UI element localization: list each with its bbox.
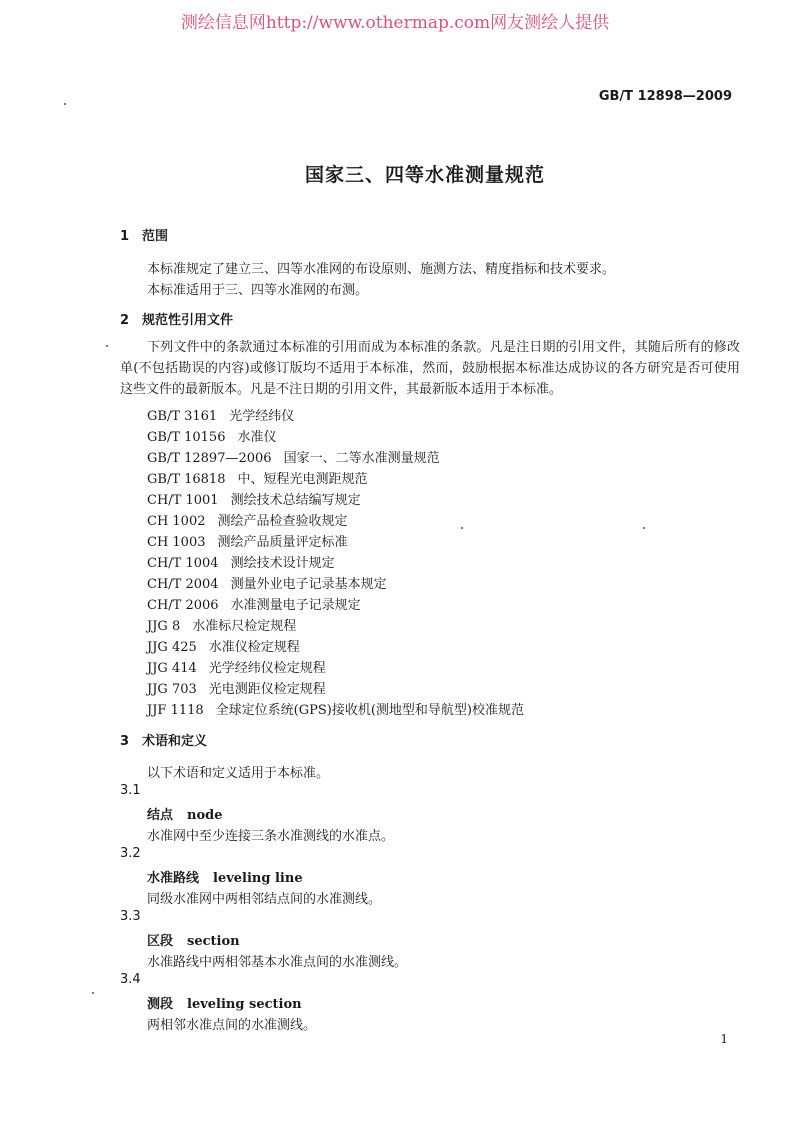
reference-code: JJG 8: [147, 619, 181, 634]
reference-title: 测绘产品检查验收规定: [217, 514, 348, 529]
reference-title: 测绘技术总结编写规定: [230, 493, 361, 508]
reference-code: GB/T 10156: [147, 430, 226, 445]
section-title: 术语和定义: [142, 734, 208, 749]
term-en: leveling line: [213, 871, 303, 886]
term-zh: 区段: [147, 934, 174, 949]
scope-line: 本标准规定了建立三、四等水准网的布设原则、施测方法、精度指标和技术要求。: [147, 262, 616, 277]
reference-item: [147, 531, 348, 550]
reference-item: [147, 447, 440, 466]
reference-code: CH 1003: [147, 535, 206, 550]
clause-number: 3.4: [120, 972, 141, 987]
term-heading: [147, 804, 223, 823]
term-en: section: [187, 934, 240, 949]
scope-line: 本标准适用于三、四等水准网的布测。: [147, 283, 369, 298]
term-zh: 结点: [147, 808, 174, 823]
reference-title: 测绘产品质量评定标准: [217, 535, 348, 550]
reference-code: CH/T 2006: [147, 598, 219, 613]
reference-code: JJG 414: [147, 661, 197, 676]
scan-speck: [106, 345, 108, 347]
section-number: 1: [120, 229, 130, 244]
reference-item: [147, 657, 326, 676]
terms-intro: 以下术语和定义适用于本标准。: [147, 766, 330, 781]
reference-title: 水准标尺检定规程: [192, 619, 297, 634]
watermark: 测绘信息网http://www.othermap.com网友测绘人提供: [180, 13, 610, 33]
section-number: 3: [120, 734, 130, 749]
reference-code: JJG 425: [147, 640, 197, 655]
section-title: 规范性引用文件: [142, 313, 234, 328]
page-title: 国家三、四等水准测量规范: [304, 164, 545, 186]
reference-item: [147, 573, 387, 592]
term-definition: 水准网中至少连接三条水准测线的水准点。: [147, 829, 395, 844]
clause-number: 3.2: [120, 846, 141, 861]
clause-number: 3.1: [120, 783, 141, 798]
reference-title: 测量外业电子记录基本规定: [230, 577, 387, 592]
page-number: 1: [720, 1032, 728, 1046]
term-definition: 同级水准网中两相邻结点间的水准测线。: [147, 892, 382, 907]
term-zh: 测段: [147, 997, 174, 1012]
reference-item: [147, 594, 361, 613]
reference-item: [147, 699, 524, 718]
reference-title: 测绘技术设计规定: [230, 556, 335, 571]
section-2-heading: [120, 309, 233, 328]
scan-speck: [461, 527, 463, 529]
reference-item: [147, 615, 296, 634]
reference-code: GB/T 16818: [147, 472, 226, 487]
reference-title: 水准仪: [237, 430, 277, 445]
section-3-heading: [120, 730, 207, 749]
term-definition: 水准路线中两相邻基本水准点间的水准测线。: [147, 955, 408, 970]
term-definition: 两相邻水准点间的水准测线。: [147, 1018, 317, 1033]
reference-title: 光学经纬仪: [229, 409, 295, 424]
reference-item: [147, 510, 348, 529]
reference-title: 光电测距仪检定规程: [208, 682, 326, 697]
reference-code: GB/T 12897—2006: [147, 451, 272, 466]
reference-item: [147, 405, 294, 424]
references-intro: 下列文件中的条款通过本标准的引用而成为本标准的条款。凡是注日期的引用文件，其随后所有的修改单(不包括勘误的内容)或修订版均不适用于本标准，然而，鼓励根据本标准达成协议的各方研究是否可使用这些文件的最新版本。凡是不注日期的引用文件，其最新版本适用于本标准。: [120, 340, 740, 397]
reference-code: CH/T 1004: [147, 556, 219, 571]
reference-item: [147, 426, 277, 445]
reference-code: CH/T 1001: [147, 493, 219, 508]
reference-code: JJG 703: [147, 682, 197, 697]
scan-speck: [643, 527, 645, 529]
term-en: leveling section: [187, 997, 302, 1012]
clause-number: 3.3: [120, 909, 141, 924]
term-en: node: [187, 808, 223, 823]
reference-code: CH 1002: [147, 514, 206, 529]
reference-item: [147, 678, 326, 697]
term-heading: [147, 993, 302, 1012]
reference-title: 中、短程光电测距规范: [237, 472, 368, 487]
reference-code: CH/T 2004: [147, 577, 219, 592]
scan-speck: [92, 992, 94, 994]
reference-item: [147, 489, 361, 508]
term-zh: 水准路线: [147, 871, 200, 886]
reference-title: 水准测量电子记录规定: [230, 598, 361, 613]
reference-title: 光学经纬仪检定规程: [208, 661, 326, 676]
reference-title: 全球定位系统(GPS)接收机(测地型和导航型)校准规范: [215, 703, 524, 718]
scan-speck: [64, 103, 66, 105]
reference-title: 水准仪检定规程: [208, 640, 300, 655]
reference-code: GB/T 3161: [147, 409, 218, 424]
standard-code: GB/T 12898—2009: [598, 89, 732, 104]
term-heading: [147, 930, 240, 949]
reference-item: [147, 468, 368, 487]
section-title: 范围: [142, 229, 169, 244]
reference-item: [147, 636, 300, 655]
reference-code: JJF 1118: [147, 703, 204, 718]
reference-title: 国家一、二等水准测量规范: [283, 451, 440, 466]
section-number: 2: [120, 313, 130, 328]
reference-item: [147, 552, 335, 571]
term-heading: [147, 867, 303, 886]
section-1-heading: [120, 225, 168, 244]
